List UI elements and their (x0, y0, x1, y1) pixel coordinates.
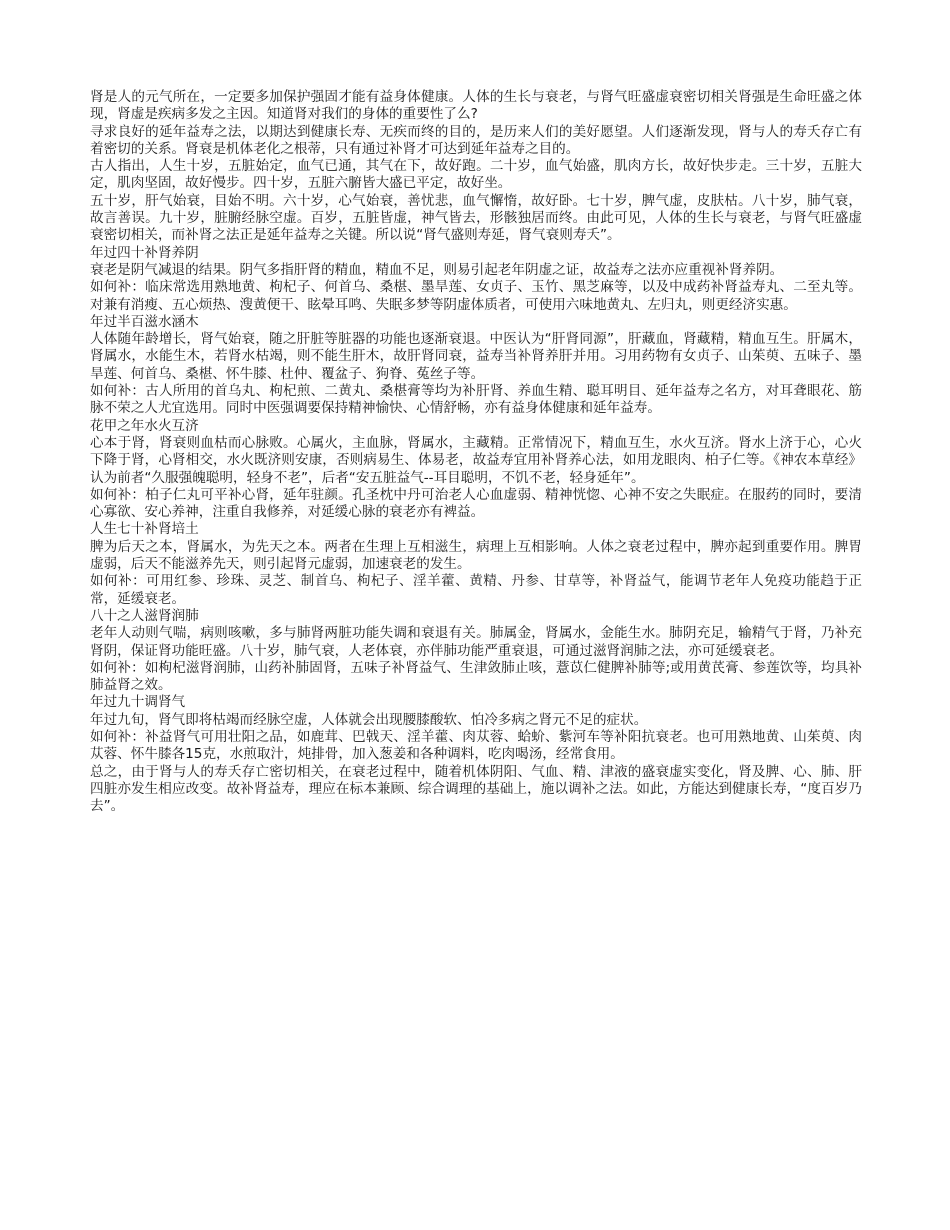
section-heading-age-40: 年过四十补肾养阴 (90, 244, 199, 261)
how-to-paragraph: 如何补：可用红参、珍珠、灵芝、制首乌、枸杞子、淫羊藿、黄精、丹参、甘草等，补肾益气，能调节老年人免疫功能趋于正常，延缓衰老。 (90, 573, 862, 607)
how-to-paragraph: 如何补：柏子仁丸可平补心肾，延年驻颜。孔圣枕中丹可治老人心血虚弱、精神恍惚、心神不安之失眠症。在服药的同时，要清心寡欲、安心养神，注重自我修养，对延缓心脉的衰老亦有裨益。 (90, 486, 862, 521)
intro-paragraph: 肾是人的元气所在，一定要多加保护强固才能有益身体健康。人体的生长与衰老，与肾气旺盛虚衰密切相关肾强是生命旺盛之体现，肾虚是疾病多发之主因。知道肾对我们的身体的重要性了么? (90, 89, 862, 123)
body-paragraph: 人体随年龄增长，肾气始衰，随之肝脏等脏器的功能也逐渐衰退。中医认为“肝肾同源”，肝藏血，肾藏精，精血互生。肝属木，肾属水，水能生木，若肾水枯竭，则不能生肝木，故肝肾同衰，益寿当补肾养肝并用。习用药物有女贞子、山茱萸、五味子、墨旱莲、何首乌、桑椹、怀牛膝、杜仲、覆盆子、狗脊、菟丝子等。 (90, 331, 862, 382)
body-paragraph: 五十岁，肝气始衰，目始不明。六十岁，心气始衰，善忧悲，血气懈惰，故好卧。七十岁，脾气虚，皮肤枯。八十岁，肺气衰，故言善误。九十岁，脏腑经脉空虚。百岁，五脏皆虚，神气皆去，形骸独居而终。由此可见，人体的生长与衰老，与肾气旺盛虚衰密切相关，而补肾之法正是延年益寿之关键。所以说“肾气盛则寿延，肾气衰则寿夭”。 (90, 192, 862, 244)
body-paragraph: 衰老是阴气减退的结果。阴气多指肝肾的精血，精血不足，则易引起老年阴虚之证，故益寿之法亦应重视补肾养阴。 (90, 261, 784, 278)
body-paragraph: 心本于肾，肾衰则血枯而心脉败。心属火，主血脉，肾属水，主藏精。正常情况下，精血互生，水火互济。肾水上济于心，心火下降于肾，心肾相交，水火既济则安康，否则病易生、体易老，故益寿宜用补肾养心法，如用龙眼肉、柏子仁等。《神农本草经》认为前者“久服强魄聪明，轻身不老”，后者“安五脏益气--耳目聪明，不饥不老，轻身延年”。 (90, 434, 862, 486)
body-paragraph: 老年人动则气喘，病则咳嗽，多与肺肾两脏功能失调和衰退有关。肺属金，肾属水，金能生水。肺阴充足，输精气于肾，乃补充肾阴，保证肾功能旺盛。八十岁，肺气衰，人老体衰，亦伴肺功能严重衰退，可通过滋肾润肺之法，亦可延缓衰老。 (90, 625, 862, 659)
section-heading-age-80: 八十之人滋肾润肺 (90, 607, 199, 624)
how-to-paragraph: 如何补：如枸杞滋肾润肺，山药补肺固肾，五味子补肾益气、生津敛肺止咳，薏苡仁健脾补肺等;或用黄芪膏、参莲饮等，均具补肺益肾之效。 (90, 659, 862, 694)
body-paragraph: 脾为后天之本，肾属水，为先天之本。两者在生理上互相滋生，病理上互相影响。人体之衰老过程中，脾亦起到重要作用。脾胃虚弱，后天不能滋养先天，则引起肾元虚弱，加速衰老的发生。 (90, 538, 862, 573)
section-heading-age-70: 人生七十补肾培土 (90, 521, 199, 538)
how-to-paragraph: 如何补：临床常选用熟地黄、枸杞子、何首乌、桑椹、墨旱莲、女贞子、玉竹、黑芝麻等，以及中成药补肾益寿丸、二至丸等。对兼有消瘦、五心烦热、溲黄便干、眩晕耳鸣、失眠多梦等阴虚体质者，可使用六味地黄丸、左归丸，则更经济实惠。 (90, 279, 862, 313)
how-to-paragraph: 如何补：补益肾气可用壮阳之品，如鹿茸、巴戟天、淫羊藿、肉苁蓉、蛤蚧、紫河车等补阳抗衰老。也可用熟地黄、山茱萸、肉苁蓉、怀牛膝各15克，水煎取汁，炖排骨，加入葱姜和各种调料，吃肉喝汤，经常食用。 (90, 728, 862, 763)
section-heading-age-50: 年过半百滋水涵木 (90, 313, 199, 330)
section-heading-age-90: 年过九十调肾气 (90, 694, 186, 711)
article-body (90, 89, 862, 815)
how-to-paragraph: 如何补：古人所用的首乌丸、枸杞煎、二黄丸、桑椹膏等均为补肝肾、养血生精、聪耳明目、延年益寿之名方，对耳聋眼花、筋脉不荣之人尤宜选用。同时中医强调要保持精神愉快、心情舒畅，亦有益身体健康和延年益寿。 (90, 383, 862, 417)
conclusion-paragraph: 总之，由于肾与人的寿夭存亡密切相关，在衰老过程中，随着机体阴阳、气血、精、津液的盛衰虚实变化，肾及脾、心、肺、肝四脏亦发生相应改变。故补肾益寿，理应在标本兼顾、综合调理的基础上，施以调补之法。如此，方能达到健康长寿，“度百岁乃去”。 (90, 763, 862, 815)
intro-paragraph: 寻求良好的延年益寿之法，以期达到健康长寿、无疾而终的目的，是历来人们的美好愿望。人们逐渐发现，肾与人的寿夭存亡有着密切的关系。肾衰是机体老化之根蒂，只有通过补肾才可达到延年益寿之目的。 (90, 123, 862, 157)
section-heading-age-60: 花甲之年水火互济 (90, 417, 199, 434)
body-paragraph: 年过九旬，肾气即将枯竭而经脉空虚，人体就会出现腰膝酸软、怕冷多病之肾元不足的症状。 (90, 711, 648, 728)
body-paragraph: 古人指出，人生十岁，五脏始定，血气已通，其气在下，故好跑。二十岁，血气始盛，肌肉方长，故好快步走。三十岁，五脏大定，肌肉坚固，故好慢步。四十岁，五脏六腑皆大盛已平定，故好坐。 (90, 158, 862, 192)
